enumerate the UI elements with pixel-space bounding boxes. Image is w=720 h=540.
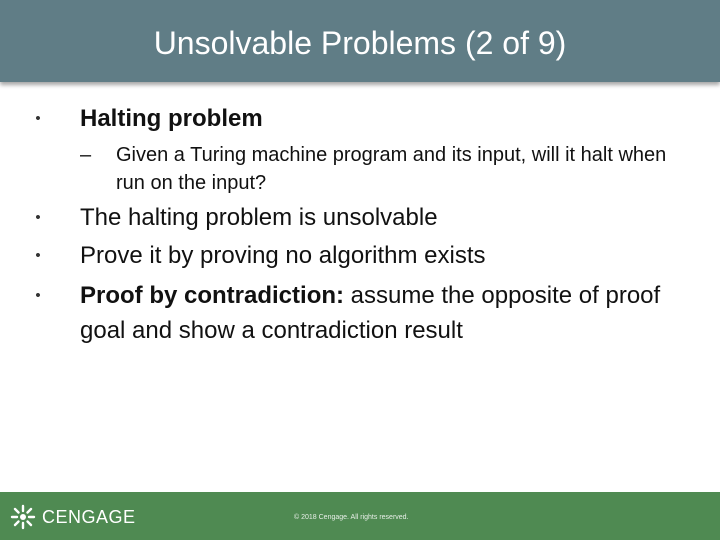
bullet-text	[80, 278, 680, 348]
sub-bullet-marker: –	[80, 144, 92, 166]
slide-title: Unsolvable Problems (2 of 9)	[153, 25, 567, 61]
bullet-text: Halting problem	[80, 105, 263, 132]
bullet-rest: assume the opposite of proof goal and show a contradiction result	[80, 282, 661, 344]
footer-bar	[0, 492, 720, 540]
sub-bullet-text: Given a Turing machine program and its input, will it halt when run on the input?	[116, 144, 667, 194]
bullet-marker: •	[35, 209, 41, 226]
bullet-text: The halting problem is unsolvable	[80, 204, 438, 231]
bullet-marker: •	[35, 287, 41, 304]
bullet-text: Prove it by proving no algorithm exists	[80, 242, 486, 269]
bullet-marker: •	[35, 247, 41, 264]
brand-name: CENGAGE	[42, 507, 136, 527]
bullet-marker: •	[35, 110, 41, 127]
cengage-logo-icon	[10, 504, 36, 530]
copyright-text: © 2018 Cengage. All rights reserved.	[294, 514, 409, 521]
bullet-bold-lead: Proof by contradiction:	[80, 282, 344, 309]
